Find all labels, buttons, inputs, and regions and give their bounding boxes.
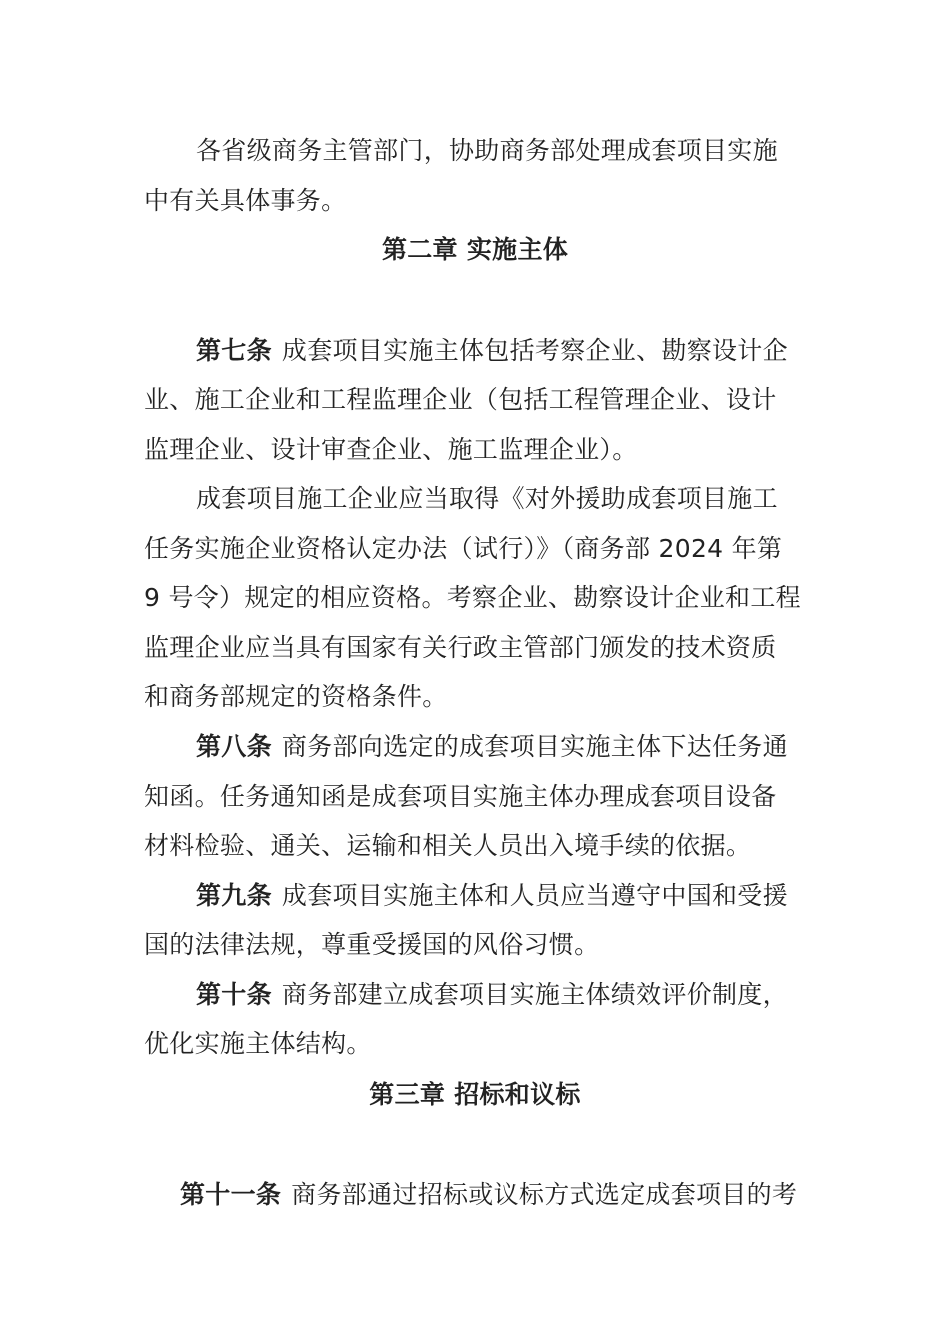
paragraph-line: 监理企业应当具有国家有关行政主管部门颁发的技术资质 <box>144 633 777 662</box>
article-label: 第七条 <box>196 336 272 365</box>
paragraph-line: 知函。任务通知函是成套项目实施主体办理成套项目设备 <box>144 782 777 811</box>
paragraph-line: 国的法律法规，尊重受援国的风俗习惯。 <box>144 930 600 959</box>
paragraph-line: 和商务部规定的资格条件。 <box>144 682 448 711</box>
article-label: 第十条 <box>196 980 272 1009</box>
article-10-line <box>196 978 816 1012</box>
article-9-line <box>196 879 816 913</box>
paragraph-line: 优化实施主体结构。 <box>144 1029 372 1058</box>
paragraph-line: 各省级商务主管部门，协助商务部处理成套项目实施 <box>196 136 778 165</box>
article-7-line <box>196 334 816 368</box>
article-text: 成套项目实施主体包括考察企业、勘察设计企 <box>281 336 788 365</box>
article-label: 第十一条 <box>180 1180 282 1209</box>
article-label: 第九条 <box>196 881 272 910</box>
paragraph-line: 业、施工企业和工程监理企业（包括工程管理企业、设计 <box>144 385 777 414</box>
paragraph-line: 成套项目施工企业应当取得《对外援助成套项目施工 <box>196 484 778 513</box>
paragraph-line: 材料检验、通关、运输和相关人员出入境手续的依据。 <box>144 831 752 860</box>
article-text: 商务部通过招标或议标方式选定成套项目的考 <box>291 1180 798 1209</box>
article-text: 商务部建立成套项目实施主体绩效评价制度， <box>281 980 788 1009</box>
chapter-heading: 第三章 招标和议标 <box>369 1080 581 1109</box>
paragraph-line: 监理企业、设计审查企业、施工监理企业）。 <box>144 435 638 464</box>
paragraph-line: 9 号令）规定的相应资格。考察企业、勘察设计企业和工程 <box>144 583 801 612</box>
article-text: 成套项目实施主体和人员应当遵守中国和受援 <box>281 881 788 910</box>
paragraph-line: 中有关具体事务。 <box>144 186 347 215</box>
chapter-heading: 第二章 实施主体 <box>381 235 569 264</box>
article-text: 商务部向选定的成套项目实施主体下达任务通 <box>281 732 788 761</box>
article-label: 第八条 <box>196 732 272 761</box>
paragraph-line: 任务实施企业资格认定办法（试行）》（商务部 2024 年第 <box>144 534 783 563</box>
article-8-line <box>196 730 816 764</box>
article-11-line <box>180 1178 820 1212</box>
